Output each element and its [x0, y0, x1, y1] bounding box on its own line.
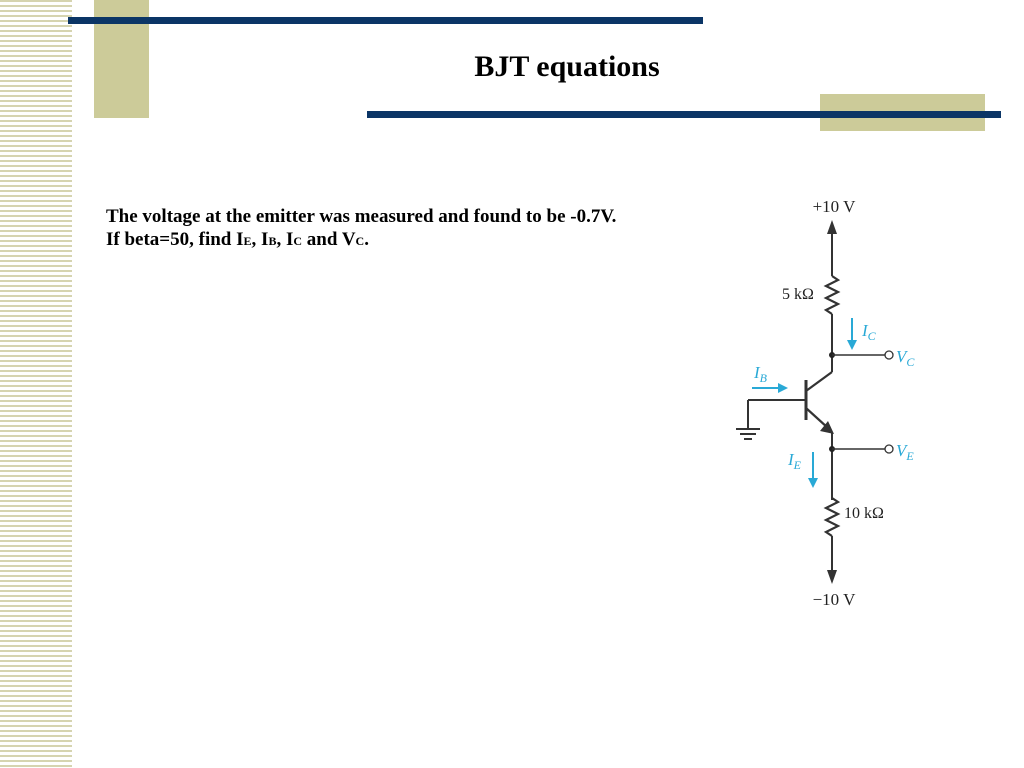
supply-top-arrow [827, 220, 837, 234]
problem-end: . [364, 229, 369, 250]
transistor-emitter-lead [806, 408, 828, 428]
problem-line-1: The voltage at the emitter was measured and found to be -0.7V. [106, 206, 617, 227]
ve-terminal [885, 445, 893, 453]
decorative-bar-top [68, 17, 703, 24]
decorative-stripe-border [0, 0, 72, 768]
ic-label: $I_C$ [862, 321, 876, 343]
ve-label: $V_E$ [896, 441, 914, 463]
vc-terminal [885, 351, 893, 359]
vc-subscript: C [355, 234, 365, 248]
resistor-rc [826, 276, 838, 314]
decorative-bar-bottom [367, 111, 1001, 118]
bjt-circuit-diagram [720, 190, 930, 615]
supply-top-label: +10 V [812, 197, 856, 216]
ib-subscript: B [268, 234, 277, 248]
transistor-collector-lead [806, 372, 832, 391]
ic-arrowhead [847, 340, 857, 350]
resistor-re [826, 498, 838, 536]
ib-label: $I_B$ [754, 363, 768, 385]
vc-label: $V_C$ [896, 347, 915, 369]
ie-subscript: E [243, 234, 252, 248]
ie-label: $I_E$ [788, 450, 802, 472]
rc-label: 5 kΩ [782, 286, 814, 303]
re-label: 10 kΩ [844, 505, 884, 522]
problem-sep-3: and V [302, 229, 356, 250]
problem-prefix: If beta=50, find I [106, 229, 244, 250]
supply-bottom-label: −10 V [812, 590, 856, 609]
problem-statement [106, 205, 746, 253]
ic-subscript: C [293, 234, 303, 248]
ib-arrowhead [778, 383, 788, 393]
problem-line-2 [106, 228, 746, 253]
ie-arrowhead [808, 478, 818, 488]
supply-bottom-arrow [827, 570, 837, 584]
slide-title: BJT equations [474, 50, 660, 83]
problem-sep-2: , I [276, 229, 294, 250]
problem-sep-1: , I [251, 229, 269, 250]
